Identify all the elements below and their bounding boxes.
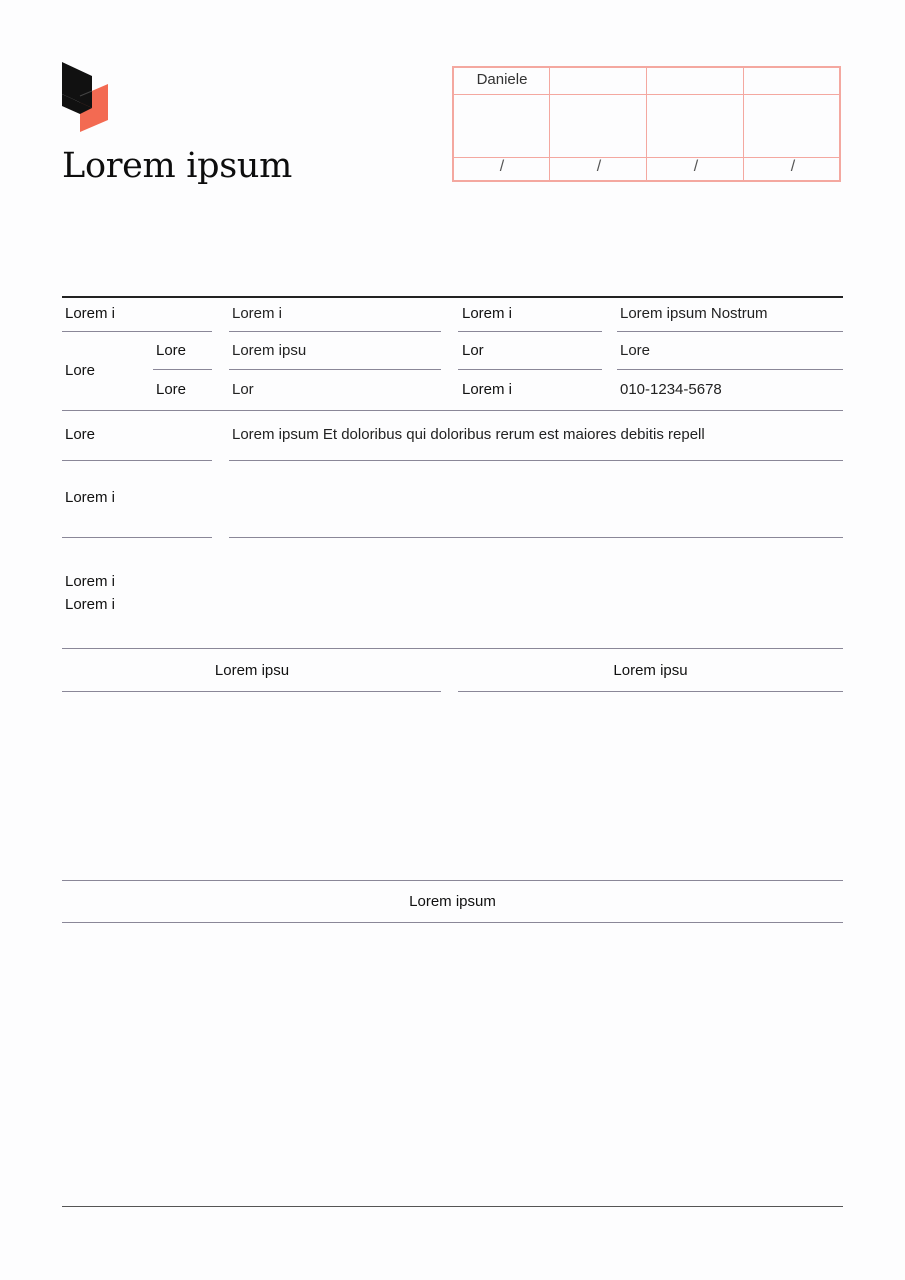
row2-value-left: Lorem ipsu: [232, 342, 307, 359]
divider: [62, 410, 843, 411]
row1-label-right: Lorem i: [462, 305, 513, 322]
divider: [62, 880, 843, 881]
divider: [458, 691, 843, 692]
row4-label: Lore: [65, 426, 96, 443]
divider: [229, 331, 441, 332]
row1-value-right: Lorem ipsum Nostrum: [620, 305, 768, 322]
approval-date-3: /: [693, 158, 699, 175]
divider: [62, 537, 212, 538]
divider: [617, 331, 843, 332]
row6-label-1: Lorem i: [65, 573, 116, 590]
approval-grid: [452, 66, 841, 182]
divider: [62, 922, 843, 923]
row5-label: Lorem i: [65, 489, 116, 506]
divider: [458, 331, 602, 332]
divider: [617, 369, 843, 370]
approval-date-1: /: [499, 158, 505, 175]
page-title: Lorem ipsum: [62, 146, 293, 186]
table-top-rule: [62, 296, 843, 298]
divider: [153, 369, 212, 370]
divider: [62, 331, 212, 332]
divider: [62, 460, 212, 461]
approval-date-4: /: [790, 158, 796, 175]
divider: [229, 460, 843, 461]
divider: [229, 537, 843, 538]
group-label: Lore: [65, 362, 96, 379]
row3-value-right: 010-1234-5678: [620, 381, 722, 398]
company-logo-icon: [60, 62, 110, 134]
row3-label-right: Lorem i: [462, 381, 513, 398]
approver-name: Daniele: [476, 71, 528, 88]
divider: [62, 691, 441, 692]
row2-sub-label: Lore: [156, 342, 187, 359]
approval-date-2: /: [596, 158, 602, 175]
row4-value: Lorem ipsum Et doloribus qui doloribus rerum est maiores debitis repell: [232, 426, 705, 443]
row6-label-2: Lorem i: [65, 596, 116, 613]
row2-value-right: Lore: [620, 342, 651, 359]
row1-label-left: Lorem i: [65, 305, 116, 322]
row2-label-right: Lor: [462, 342, 484, 359]
divider: [458, 369, 602, 370]
right-section-heading: Lorem ipsu: [613, 662, 688, 679]
divider: [62, 648, 843, 649]
divider: [229, 369, 441, 370]
footer-rule: [62, 1206, 843, 1207]
bottom-section-heading: Lorem ipsum: [409, 893, 496, 910]
row3-value-left: Lor: [232, 381, 254, 398]
left-section-heading: Lorem ipsu: [214, 662, 290, 679]
row3-sub-label: Lore: [156, 381, 187, 398]
row1-value-left: Lorem i: [232, 305, 283, 322]
